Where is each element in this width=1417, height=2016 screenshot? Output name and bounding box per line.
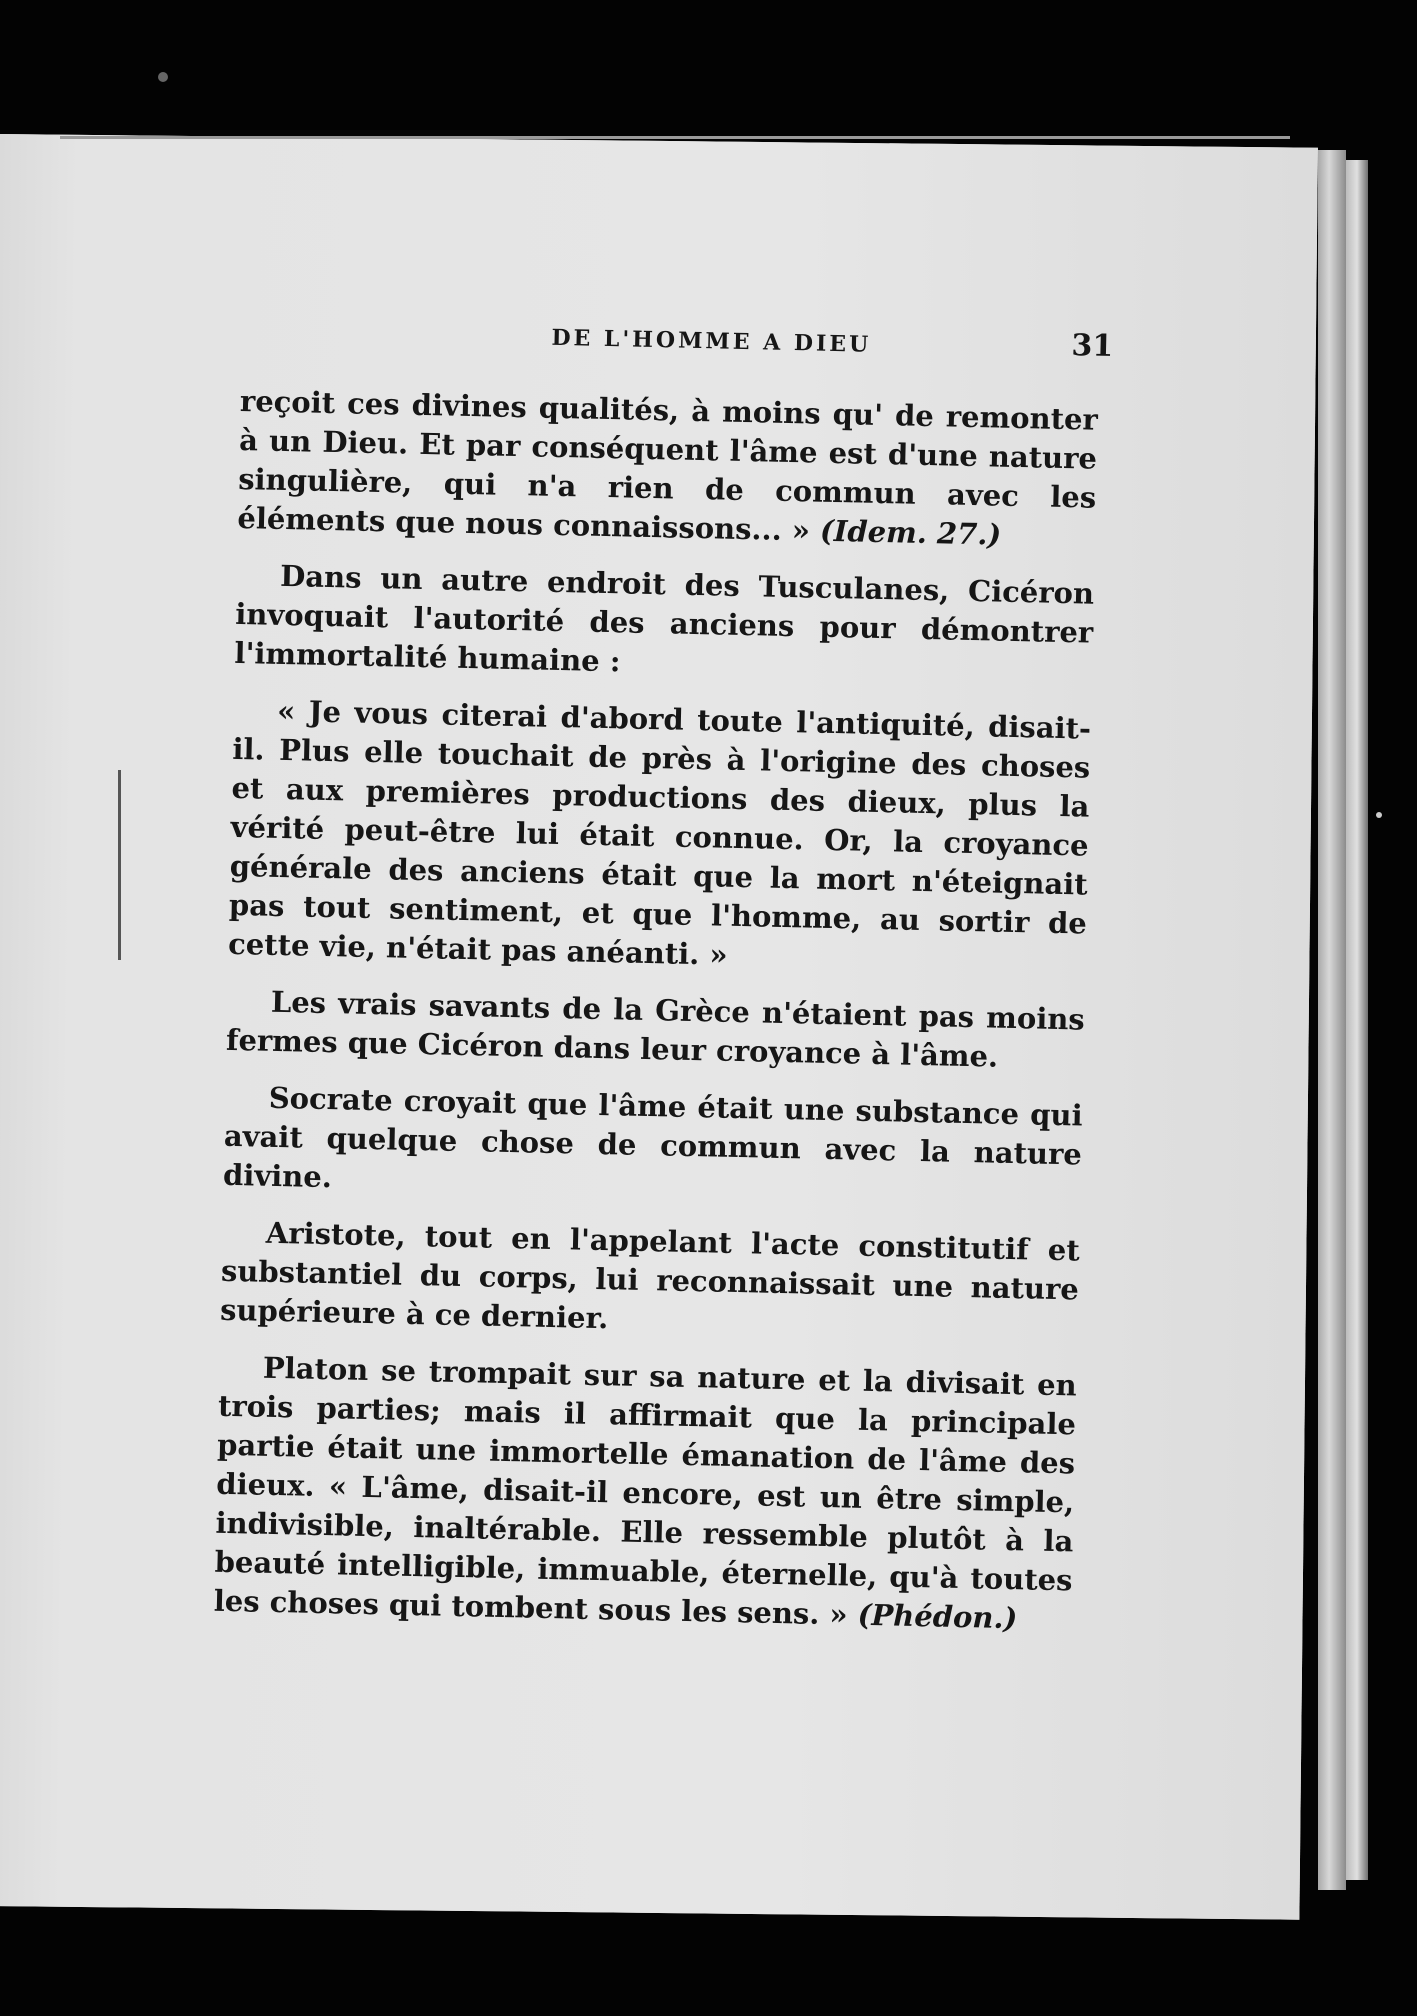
page-stack-edge-outer [1346,160,1368,1880]
paragraph [223,1078,1083,1214]
paragraph-text: Dans un autre endroit des Tusculanes, Cicéron invoquait l'autorité des anciens pour démontrer l'immortalité humaine : [234,558,1095,679]
dust-speck [1376,812,1382,818]
paragraph-text: Platon se trompait sur sa nature et la divisait en trois parties; mais il affirmait que la principale partie était une immortelle émanation de l'âme des dieux. « L'âme, disait-il encore, est un être simple, indivisible, inaltérable. Elle ressemble plutôt à la beauté intelligible, immuable, éternelle, qu'à toutes les choses qui tombent sous les sens. » [213,1350,1078,1632]
binding-mark [118,770,121,960]
paragraph-text: reçoit ces divines qualités, à moins qu' de remonter à un Dieu. Et par conséquent l'âme est d'une nature singulière, qui n'a rien de commun avec les éléments que nous connaissons... » [237,383,1099,548]
page-text-block [213,310,1114,1657]
page-number: 31 [1071,328,1114,365]
paragraph [213,1348,1077,1640]
paragraph-text: Les vrais savants de la Grèce n'étaient pas moins fermes que Cicéron dans leur croyance à l'âme. [225,984,1086,1074]
running-title: DE L'HOMME A DIEU [551,324,872,358]
citation: (Phédon.) [857,1597,1018,1636]
paragraph [226,982,1085,1079]
paragraph-text: Aristote, tout en l'appelant l'acte constitutif et substantiel du corps, lui reconnaissait une nature supérieure à ce dernier. [219,1215,1081,1336]
page-stack-edge [1318,150,1346,1890]
paragraph [220,1213,1080,1349]
citation: (Idem. 27.) [819,513,1002,552]
paragraph [237,382,1098,557]
paragraph-text: Socrate croyait que l'âme était une substance qui avait quelque chose de commun avec la nature divine. [222,1080,1083,1195]
page-top-edge [60,136,1290,139]
dust-speck [158,72,168,82]
paragraph-text: « Je vous citerai d'abord toute l'antiquité, disait-il. Plus elle touchait de près à l'origine des choses et aux premières productions des dieux, plus la vérité peut-être lui était connue. Or, la croyance générale des anciens était que la mort n'éteignait pas tout sentiment, et que l'homme, au sortir de cette vie, n'était pas anéanti. » [227,693,1092,972]
paragraph [234,556,1094,692]
quote-paragraph [228,691,1092,983]
